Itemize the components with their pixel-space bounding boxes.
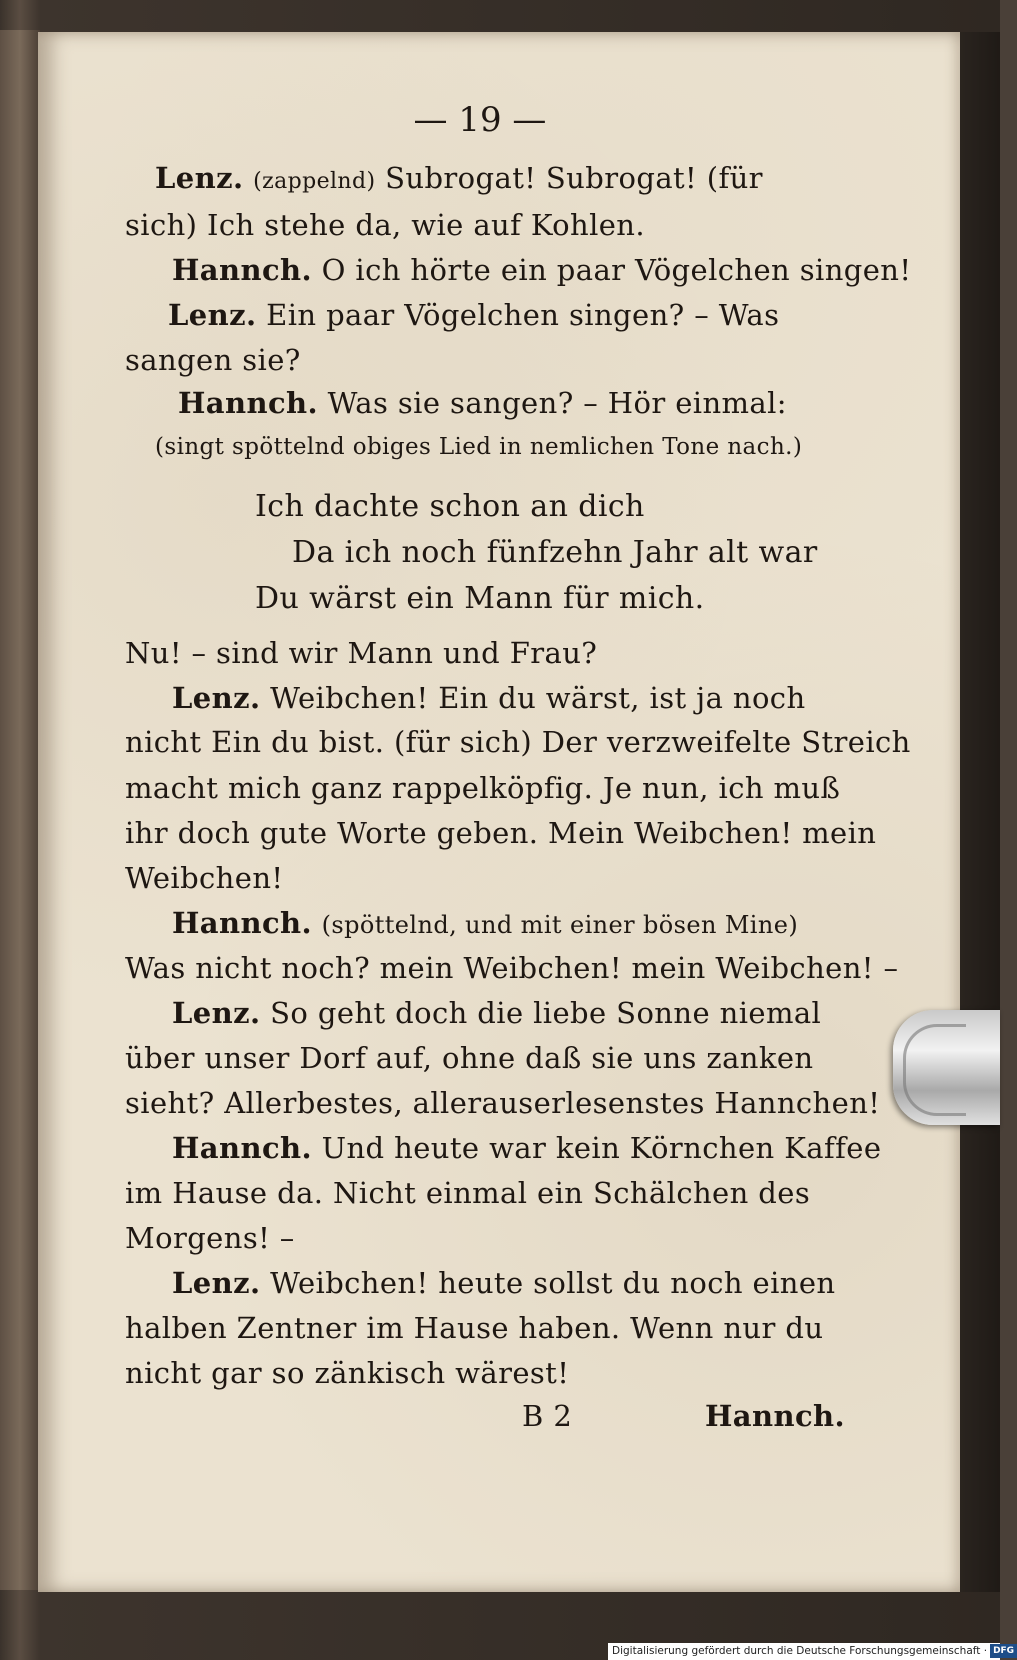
speaker-name: Hannch. — [178, 386, 318, 420]
text-line — [125, 813, 876, 853]
speaker-name: Lenz. — [172, 996, 261, 1030]
footer-text: Digitalisierung gefördert durch die Deutsche Forschungsgemeinschaft · — [612, 1645, 988, 1657]
line-text: Weibchen! — [125, 861, 284, 895]
text-line — [125, 768, 840, 808]
text-line — [178, 383, 787, 423]
stage-direction: (spöttelnd, und mit einer bösen Mine) — [321, 911, 799, 939]
text-line — [155, 158, 763, 202]
speaker-name: Lenz. — [172, 681, 261, 715]
line-text: Weibchen! heute sollst du noch einen — [270, 1266, 836, 1300]
text-line — [172, 1128, 881, 1168]
text-line — [172, 1263, 835, 1303]
line-text: sieht? Allerbestes, allerauserlesenstes Hannchen! — [125, 1086, 881, 1120]
text-line — [172, 993, 821, 1033]
line-text: Subrogat! Subrogat! (für — [385, 161, 763, 195]
line-text: im Hause da. Nicht einmal ein Schälchen des — [125, 1176, 811, 1210]
text-line — [155, 427, 802, 467]
line-text: O ich hörte ein paar Vögelchen singen! — [321, 253, 912, 287]
verse-line: Da ich noch fünfzehn Jahr alt war — [292, 535, 818, 570]
line-text: sangen sie? — [125, 343, 301, 377]
catchword: Hannch. — [705, 1399, 845, 1433]
speaker-name: Lenz. — [172, 1266, 261, 1300]
line-text: Was sie sangen? – Hör einmal: — [327, 386, 787, 420]
line-text: Weibchen! Ein du wärst, ist ja noch — [270, 681, 806, 715]
line-text: über unser Dorf auf, ohne daß sie uns zanken — [125, 1041, 814, 1075]
line-text: So geht doch die liebe Sonne niemal — [270, 996, 822, 1030]
text-line — [125, 633, 597, 673]
line-text: ihr doch gute Worte geben. Mein Weibchen! mein — [125, 816, 877, 850]
line-text: Morgens! – — [125, 1221, 295, 1255]
line-text: nicht gar so zänkisch wärest! — [125, 1356, 570, 1390]
text-line — [168, 295, 779, 335]
speaker-name: Lenz. — [168, 298, 257, 332]
text-line — [125, 1038, 813, 1078]
stage-direction: (singt spöttelnd obiges Lied in nemlichen Tone nach.) — [155, 434, 803, 460]
text-line — [172, 250, 911, 290]
text-line — [125, 722, 911, 762]
verse-line: Ich dachte schon an dich — [255, 489, 645, 524]
text-line — [125, 1083, 880, 1123]
speaker-name: Hannch. — [172, 253, 312, 287]
text-line — [125, 205, 645, 245]
line-text: Nu! – sind wir Mann und Frau? — [125, 636, 598, 670]
text-line — [172, 903, 798, 945]
text-line — [125, 340, 301, 380]
signature-mark: B 2 — [522, 1399, 573, 1433]
line-text: Und heute war kein Körnchen Kaffee — [321, 1131, 882, 1165]
dfg-logo: DFG — [990, 1644, 1017, 1658]
line-text: Was nicht noch? mein Weibchen! mein Weibchen! – — [125, 951, 899, 985]
text-line — [172, 678, 806, 718]
speaker-name: Hannch. — [172, 1131, 312, 1165]
digitization-footer — [608, 1643, 1015, 1660]
line-text: halben Zentner im Hause haben. Wenn nur du — [125, 1311, 824, 1345]
text-line — [125, 1173, 810, 1213]
line-text: Ein paar Vögelchen singen? – Was — [266, 298, 780, 332]
text-line — [125, 1308, 823, 1348]
page-number: — 19 — — [413, 100, 547, 140]
text-line — [125, 948, 898, 988]
verse-line: Du wärst ein Mann für mich. — [255, 581, 705, 616]
text-line — [125, 1218, 295, 1258]
text-line — [125, 1353, 569, 1393]
line-text: sich) Ich stehe da, wie auf Kohlen. — [125, 208, 645, 242]
line-text: macht mich ganz rappelköpfig. Je nun, ich muß — [125, 771, 841, 805]
line-text: nicht Ein du bist. (für sich) Der verzweifelte Streich — [125, 725, 911, 759]
stage-direction: (zappelnd) — [253, 169, 376, 194]
text-line — [125, 858, 283, 898]
speaker-name: Lenz. — [155, 161, 244, 195]
speaker-name: Hannch. — [172, 906, 312, 940]
